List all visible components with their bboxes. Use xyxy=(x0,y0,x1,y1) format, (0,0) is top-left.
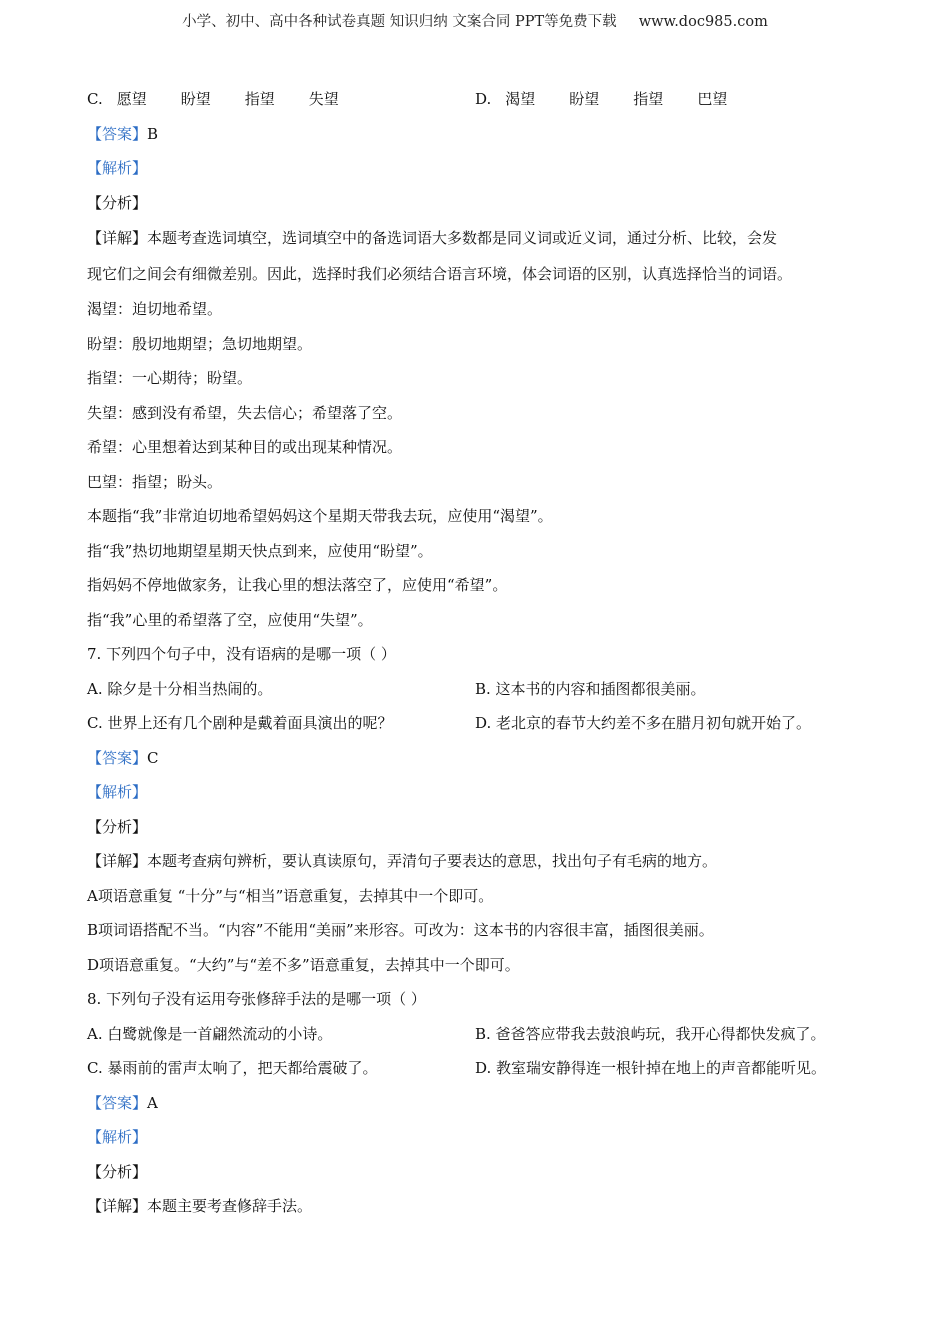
q8-detail xyxy=(87,1189,877,1224)
definition-line: 失望：感到没有希望，失去信心；希望落了空。 xyxy=(87,403,403,422)
q8-option-a: A. 白鹭就像是一首翩然流动的小诗。 xyxy=(87,1024,333,1043)
detail-text: 本题主要考查修辞手法。 xyxy=(147,1197,313,1215)
option-word: 失望 xyxy=(308,90,339,108)
q8-answer xyxy=(87,1086,877,1121)
detail-tag: 【详解】 xyxy=(87,229,148,247)
q7-options-row-1 xyxy=(87,672,877,707)
q7-detail-item: B项词语搭配不当。“内容”不能用“美丽”来形容。可改为：这本书的内容很丰富，插图很美丽。 xyxy=(87,921,714,939)
q7-detail-item: A项语意重复 “十分”与“相当”语意重复，去掉其中一个即可。 xyxy=(87,886,494,905)
explanation-line: 指“我”热切地期望星期天快点到来，应使用“盼望”。 xyxy=(87,541,433,560)
q8-option-c: C. 暴雨前的雷声太响了，把天都给震破了。 xyxy=(87,1059,378,1077)
q7-jiexi-tag: 【解析】 xyxy=(87,783,148,801)
q6-option-c xyxy=(87,82,475,117)
page-header xyxy=(0,10,950,31)
explanation-line: 本题指“我”非常迫切地希望妈妈这个星期天带我去玩，应使用“渴望”。 xyxy=(87,507,553,525)
definition-line: 希望：心里想着达到某种目的或出现某种情况。 xyxy=(87,438,403,456)
definition-line: 渴望：迫切地希望。 xyxy=(87,300,223,318)
q7-options-row-2 xyxy=(87,706,877,741)
detail-text: 本题考查病句辨析，要认真读原句，弄清句子要表达的意思，找出句子有毛病的地方。 xyxy=(147,852,718,870)
q8-fenxi-tag: 【分析】 xyxy=(87,1162,148,1181)
q8-question: 8. 下列句子没有运用夸张修辞手法的是哪一项（ ） xyxy=(87,990,426,1008)
detail-tag: 【详解】 xyxy=(87,1197,148,1215)
q8-option-d: D. 教室瑞安静得连一根针掉在地上的声音都能听见。 xyxy=(475,1059,827,1077)
definition-line: 指望：一心期待；盼望。 xyxy=(87,369,253,387)
q8-jiexi-tag: 【解析】 xyxy=(87,1128,148,1146)
q8-option-b: B. 爸爸答应带我去鼓浪屿玩，我开心得都快发疯了。 xyxy=(475,1024,826,1043)
definition-line: 盼望：殷切地期望；急切地期望。 xyxy=(87,334,313,353)
detail-tag: 【详解】 xyxy=(87,852,148,870)
q8-options-row-1 xyxy=(87,1017,877,1052)
header-title: 小学、初中、高中各种试卷真题 知识归纳 文案合同 PPT等免费下载 xyxy=(182,14,617,30)
q6-jiexi-tag: 【解析】 xyxy=(87,159,148,177)
detail-text: 本题考查选词填空，选词填空中的备选词语大多数都是同义词或近义词，通过分析、比较，会发 xyxy=(147,229,778,247)
q7-option-d: D. 老北京的春节大约差不多在腊月初旬就开始了。 xyxy=(475,714,812,732)
option-word: 盼望 xyxy=(180,90,211,108)
answer-tag: 【答案】 xyxy=(87,124,148,143)
q6-detail-line-1 xyxy=(87,220,877,256)
header-url[interactable]: www.doc985.com xyxy=(638,14,768,30)
option-label: C. xyxy=(87,90,103,108)
definition-line: 巴望：指望；盼头。 xyxy=(87,472,223,491)
option-word: 指望 xyxy=(244,90,275,108)
q6-fenxi-tag: 【分析】 xyxy=(87,193,148,212)
option-label: D. xyxy=(475,90,492,108)
answer-value: A xyxy=(147,1093,158,1112)
explanation-line: 指妈妈不停地做家务，让我心里的想法落空了，应使用“希望”。 xyxy=(87,576,508,594)
explanation-line: 指“我”心里的希望落了空，应使用“失望”。 xyxy=(87,610,373,629)
q6-options-row xyxy=(87,82,877,117)
answer-value: C xyxy=(147,748,159,767)
q7-fenxi-tag: 【分析】 xyxy=(87,817,148,836)
q7-option-a: A. 除夕是十分相当热闹的。 xyxy=(87,679,273,698)
answer-tag: 【答案】 xyxy=(87,748,148,767)
q6-answer xyxy=(87,117,877,152)
q6-detail-line-2: 现它们之间会有细微差别。因此，选择时我们必须结合语言环境，体会词语的区别，认真选择恰当的词语。 xyxy=(87,265,793,283)
option-word: 巴望 xyxy=(697,90,728,108)
option-word: 指望 xyxy=(633,90,664,108)
document-body xyxy=(87,82,877,1224)
q8-options-row-2 xyxy=(87,1051,877,1086)
option-word: 盼望 xyxy=(569,90,600,108)
q7-option-c: C. 世界上还有几个剧种是戴着面具演出的呢？ xyxy=(87,714,393,732)
q7-detail xyxy=(87,844,877,879)
answer-tag: 【答案】 xyxy=(87,1093,148,1112)
option-word: 愿望 xyxy=(116,90,147,108)
option-word: 渴望 xyxy=(505,90,536,108)
answer-value: B xyxy=(147,124,159,143)
q7-question: 7. 下列四个句子中，没有语病的是哪一项（ ） xyxy=(87,645,396,663)
q7-detail-item: D项语意重复。“大约”与“差不多”语意重复，去掉其中一个即可。 xyxy=(87,955,520,974)
q6-option-d xyxy=(475,82,863,117)
q7-answer xyxy=(87,741,877,776)
q7-option-b: B. 这本书的内容和插图都很美丽。 xyxy=(475,679,706,698)
